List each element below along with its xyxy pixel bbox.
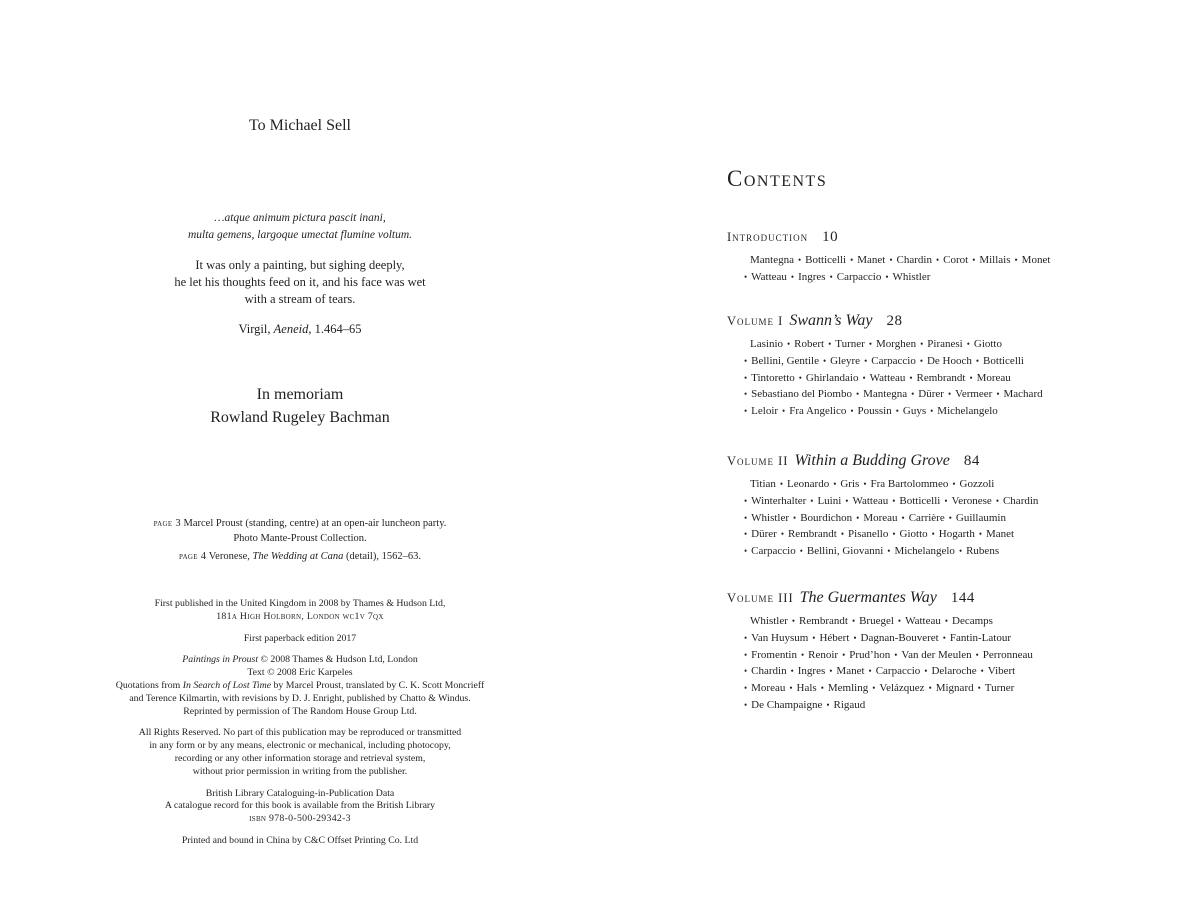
caption-page-ref: page 3 [153,518,181,529]
artist-name: Bruegel [859,615,894,627]
bullet-separator: • [799,546,803,557]
bullet-separator: • [909,372,913,383]
contents-section-volume-3 [727,589,1167,714]
bullet-separator: • [897,616,902,626]
epigraph-latin [0,210,600,244]
artist-name: Leloir [751,405,779,418]
contents-section-introduction [727,229,1167,286]
artist-name: Guillaumin [955,511,1006,524]
artist-name: Watteau [869,371,906,384]
artist-name: Carpaccio [836,270,882,283]
contents-section-volume-2 [727,452,1167,560]
bullet-separator: • [828,339,832,349]
artist-name: Poussin [857,405,892,418]
artist-name: Van Huysum [751,631,809,644]
bullet-separator: • [744,406,748,417]
artist-name: Winterhalter [751,494,807,507]
section-heading [727,312,1167,330]
artist-name: Mantegna [750,254,794,266]
artist-name: Bourdichon [800,511,853,524]
caption-credit: Photo Mante-Proust Collection. [233,532,367,544]
artist-name: Morghen [875,338,917,350]
bullet-separator: • [862,372,866,383]
epigraph-english [0,257,600,308]
epigraph-english-line: he let his thoughts feed on it, and his face was wet [174,275,426,289]
bullet-separator: • [894,649,898,660]
artist-name: Michelangelo [894,545,955,558]
bullet-separator: • [842,649,846,660]
bullet-separator: • [924,666,928,677]
section-title: The Guermantes Way [799,589,937,606]
bullet-separator: • [975,649,979,660]
artist-name: Turner [984,682,1015,695]
bullet-separator: • [966,339,970,349]
artist-name: Perronneau [982,648,1033,661]
artist-name: Dürer [751,528,777,541]
section-heading [727,589,1167,607]
artist-name: Moreau [863,511,898,524]
artist-name: Ingres [798,270,826,283]
bullet-separator: • [829,666,833,677]
artist-name: Machard [1003,388,1043,401]
caption-text: Marcel Proust (standing, centre) at an open-air luncheon party. [183,518,447,529]
bullet-separator: • [944,616,948,626]
bullet-separator: • [826,699,830,710]
epigraph-english-line: with a stream of tears. [244,292,356,306]
copyright-line [0,654,600,667]
artist-name: Botticelli [805,254,847,266]
bullet-separator: • [978,529,982,540]
artist-name: Delaroche [931,665,977,678]
bullet-separator: • [798,372,802,383]
bullet-separator: • [744,372,748,383]
artist-name: Bellini, Gentile [751,354,819,367]
artist-line [744,386,1167,403]
bullet-separator: • [872,683,876,694]
bullet-separator: • [801,649,805,660]
artist-name: Chardin [1002,494,1039,507]
artist-name: Gris [840,478,860,490]
copyright-title: Paintings in Proust [182,654,259,666]
artist-name: Michelangelo [937,405,998,418]
bullet-separator: • [840,529,845,540]
picture-captions [0,517,600,565]
bullet-separator: • [744,699,748,710]
memoriam-name: Rowland Rugeley Bachman [210,409,390,426]
bullet-separator: • [948,512,952,523]
section-page-number: 84 [963,453,980,469]
artist-name: Mignard [935,682,974,695]
artist-name: Carpaccio [871,354,916,367]
artist-name: Turner [835,338,865,350]
artist-name: Robert [794,338,825,350]
rights-line: recording or any other information storage and retrieval system, [174,752,426,764]
caption-page-ref: page 4 [179,551,207,562]
bullet-separator: • [972,255,976,265]
artist-line [744,663,1167,680]
artist-name: Botticelli [899,494,941,507]
bullet-separator: • [995,495,999,506]
bullet-separator: • [850,255,854,265]
artist-name: Whistler [892,270,931,283]
bullet-separator: • [855,389,860,400]
quotations-text: Quotations from [115,679,183,691]
artist-line [744,510,1167,527]
copyright-holder: © 2008 Thames & Hudson Ltd, London [258,654,418,666]
artist-name: Watteau [852,494,889,507]
artist-list [744,336,1167,420]
bullet-separator: • [969,372,973,383]
artist-list [744,252,1167,286]
bullet-separator: • [789,683,793,694]
bullet-separator: • [952,479,956,489]
bullet-separator: • [930,406,934,417]
artist-name: Sebastiano del Piombo [751,388,852,401]
artist-name: Hals [796,682,817,695]
bullet-separator: • [911,389,915,400]
bullet-separator: • [977,683,981,694]
artist-name: Rembrandt [799,615,848,627]
rights-line: without prior permission in writing from the publisher. [192,765,408,777]
artist-name: Watteau [751,270,787,283]
artist-name: Giotto [973,338,1002,350]
imprint [0,598,600,848]
artist-name: Moreau [976,371,1011,384]
artist-name: Chardin [896,254,932,266]
bullet-separator: • [885,271,889,282]
artist-name: Dürer [918,388,944,401]
section-title: Swann’s Way [789,312,873,329]
section-label: Volume I [727,314,784,328]
artist-name: Luini [817,494,842,507]
artist-line [744,543,1167,560]
bullet-separator: • [1014,255,1018,265]
artist-name: De Hooch [926,354,972,367]
rights-line: in any form or by any means, electronic or mechanical, including photocopy, [149,740,451,752]
artist-list [744,476,1167,560]
artist-name: Hébert [819,631,850,644]
artist-line [744,370,1167,387]
caption-page-4 [0,550,600,565]
epigraph-english-line: It was only a painting, but sighing deeply, [195,258,405,272]
bullet-separator: • [744,649,748,660]
text-copyright: Text © 2008 Eric Karpeles [247,667,353,679]
artist-name: Gleyre [830,354,861,367]
caption-page-3 [0,517,600,532]
quotations-text: by Marcel Proust, translated by C. K. Scott Moncrieff [271,679,485,691]
bullet-separator: • [797,255,802,265]
bullet-separator: • [864,355,868,366]
bullet-separator: • [931,529,935,540]
artist-line [744,630,1167,647]
artist-line [744,697,1167,714]
in-memoriam [0,383,600,429]
cip-line: British Library Cataloguing-in-Publication Data [205,787,395,799]
bullet-separator: • [944,495,948,506]
bullet-separator: • [975,355,980,366]
bullet-separator: • [863,479,867,489]
artist-name: Rembrandt [916,371,966,384]
artist-name: Titian [750,478,776,490]
artist-name: Millais [979,254,1011,266]
artist-name: Rembrandt [787,528,837,541]
artist-name: Whistler [750,615,788,627]
artist-name: Mantegna [863,388,908,401]
imprint-line: First published in the United Kingdom in 2008 by Thames & Hudson Ltd, [154,598,446,609]
epigraph-attribution [0,322,600,337]
bullet-separator: • [919,355,923,366]
bullet-separator: • [958,546,963,557]
bullet-separator: • [744,271,748,282]
bullet-separator: • [812,632,816,643]
bullet-separator: • [980,666,984,677]
artist-name: Van der Meulen [901,648,972,661]
section-title: Within a Budding Grove [794,452,950,469]
artist-name: Fra Angelico [789,405,847,418]
contents-title: Contents [727,166,828,191]
artist-name: Ghirlandaio [805,371,859,384]
bullet-separator: • [868,666,872,677]
section-page-number: 28 [886,313,903,329]
epigraph-latin-line: …atque animum pictura pascit inani, [214,212,386,224]
artist-line [744,493,1167,510]
artist-name: Fra Bartolommeo [870,478,949,490]
bullet-separator: • [868,339,872,349]
artist-line [750,613,1167,630]
artist-line [744,403,1167,420]
bullet-separator: • [892,529,896,540]
bullet-separator: • [779,479,784,489]
artist-name: Tintoretto [751,371,795,384]
bullet-separator: • [853,632,857,643]
quotations-line: Reprinted by permission of The Random House Group Ltd. [183,705,417,717]
bullet-separator: • [744,355,748,366]
bullet-separator: • [810,495,814,506]
bullet-separator: • [822,355,827,366]
section-label: Volume II [727,454,789,468]
bullet-separator: • [895,406,899,417]
dedication: To Michael Sell [249,117,351,134]
bullet-separator: • [744,512,748,523]
artist-name: Lasinio [750,338,783,350]
bullet-separator: • [744,683,748,694]
section-page-number: 10 [822,229,839,245]
rights-line: All Rights Reserved. No part of this publication may be reproduced or transmitted [138,727,462,739]
section-page-number: 144 [950,590,975,606]
cip-line: A catalogue record for this book is available from the British Library [164,800,436,812]
bullet-separator: • [833,479,837,489]
bullet-separator: • [887,546,891,557]
bullet-separator: • [744,389,748,400]
artist-name: Guys [902,405,927,418]
artist-name: Vermeer [955,388,993,401]
bullet-separator: • [935,255,940,265]
artist-name: Bellini, Giovanni [806,545,884,558]
artist-name: Rubens [966,545,1000,558]
artist-name: Carpaccio [875,665,921,678]
bullet-separator: • [790,271,795,282]
attribution-work: Aeneid [273,322,309,336]
artist-name: Fromentin [751,648,797,661]
bullet-separator: • [856,512,860,523]
artist-name: Whistler [751,511,790,524]
bullet-separator: • [744,529,748,540]
bullet-separator: • [850,406,854,417]
bullet-separator: • [744,546,748,557]
section-heading [727,452,1167,470]
bullet-separator: • [791,616,796,626]
bullet-separator: • [928,683,932,694]
attribution-ref: , 1.464–65 [308,322,362,336]
bullet-separator: • [942,632,946,643]
artist-name: Piranesi [927,338,963,350]
epigraph-latin-line: multa gemens, largoque umectat flumine voltum. [187,229,413,241]
artist-name: Carpaccio [751,545,796,558]
bullet-separator: • [744,632,748,643]
bullet-separator: • [793,512,797,523]
artist-name: De Champaigne [751,698,823,711]
bullet-separator: • [947,389,952,400]
printed-line: Printed and bound in China by C&C Offset Printing Co. Ltd [181,834,419,846]
artist-name: Giotto [899,528,928,541]
artist-name: Pisanello [848,528,889,541]
bullet-separator: • [790,666,794,677]
section-label: Volume III [727,591,794,605]
attribution-author: Virgil, [238,322,271,336]
artist-name: Botticelli [983,354,1024,367]
bullet-separator: • [780,529,784,540]
artist-name: Chardin [751,665,787,678]
section-label: Introduction [727,230,809,244]
bullet-separator: • [845,495,849,506]
contents-section-volume-1 [727,312,1167,420]
quotations-line: and Terence Kilmartin, with revisions by D. J. Enright, published by Chatto & Windus. [129,692,471,704]
artist-name: Dagnan-Bouveret [860,631,939,644]
artist-name: Manet [836,665,865,678]
artist-name: Monet [1021,254,1051,266]
artist-name: Prud’hon [849,648,891,661]
artist-name: Renoir [808,648,839,661]
artist-name: Fantin-Latour [949,631,1012,644]
artist-name: Decamps [952,615,993,627]
artist-name: Rigaud [833,698,866,711]
artist-name: Moreau [751,682,786,695]
artist-line [744,269,1167,286]
bullet-separator: • [920,339,924,349]
memoriam-line: In memoriam [256,386,344,403]
artist-list [744,613,1167,714]
artist-name: Manet [857,254,886,266]
bullet-separator: • [889,255,893,265]
artist-name: Corot [943,254,969,266]
bullet-separator: • [996,389,1000,400]
artist-line [744,526,1167,543]
artist-line [744,680,1167,697]
bullet-separator: • [829,271,833,282]
artist-line [744,647,1167,664]
artist-name: Velázquez [879,682,925,695]
artist-name: Veronese [951,494,992,507]
bullet-separator: • [787,339,791,349]
imprint-address: 181a High Holborn, London wc1v 7qx [216,610,384,622]
bullet-separator: • [851,616,856,626]
artist-name: Memling [827,682,869,695]
section-heading [727,229,1167,246]
artist-name: Leonardo [787,478,830,490]
isbn: isbn 978-0-500-29342-3 [249,813,351,825]
quotations-line [0,680,600,693]
bullet-separator: • [744,666,748,677]
bullet-separator: • [782,406,786,417]
bullet-separator: • [892,495,896,506]
bullet-separator: • [820,683,824,694]
artist-name: Ingres [797,665,826,678]
caption-text: Veronese, [208,551,253,562]
caption-work-title: The Wedding at Cana [252,551,344,562]
artist-name: Carrière [908,511,945,524]
bullet-separator: • [744,495,748,506]
bullet-separator: • [901,512,905,523]
artist-line [744,353,1167,370]
artist-line [750,476,1167,493]
artist-name: Hogarth [938,528,975,541]
artist-name: Watteau [905,615,941,627]
artist-name: Vibert [987,665,1016,678]
artist-name: Manet [986,528,1015,541]
artist-name: Gozzoli [959,478,995,490]
artist-line [750,336,1167,353]
quotations-title: In Search of Lost Time [182,679,272,691]
caption-text: (detail), 1562–63. [343,551,421,562]
paperback-edition: First paperback edition 2017 [243,632,357,644]
artist-line [750,252,1167,269]
right-page [600,0,1200,904]
